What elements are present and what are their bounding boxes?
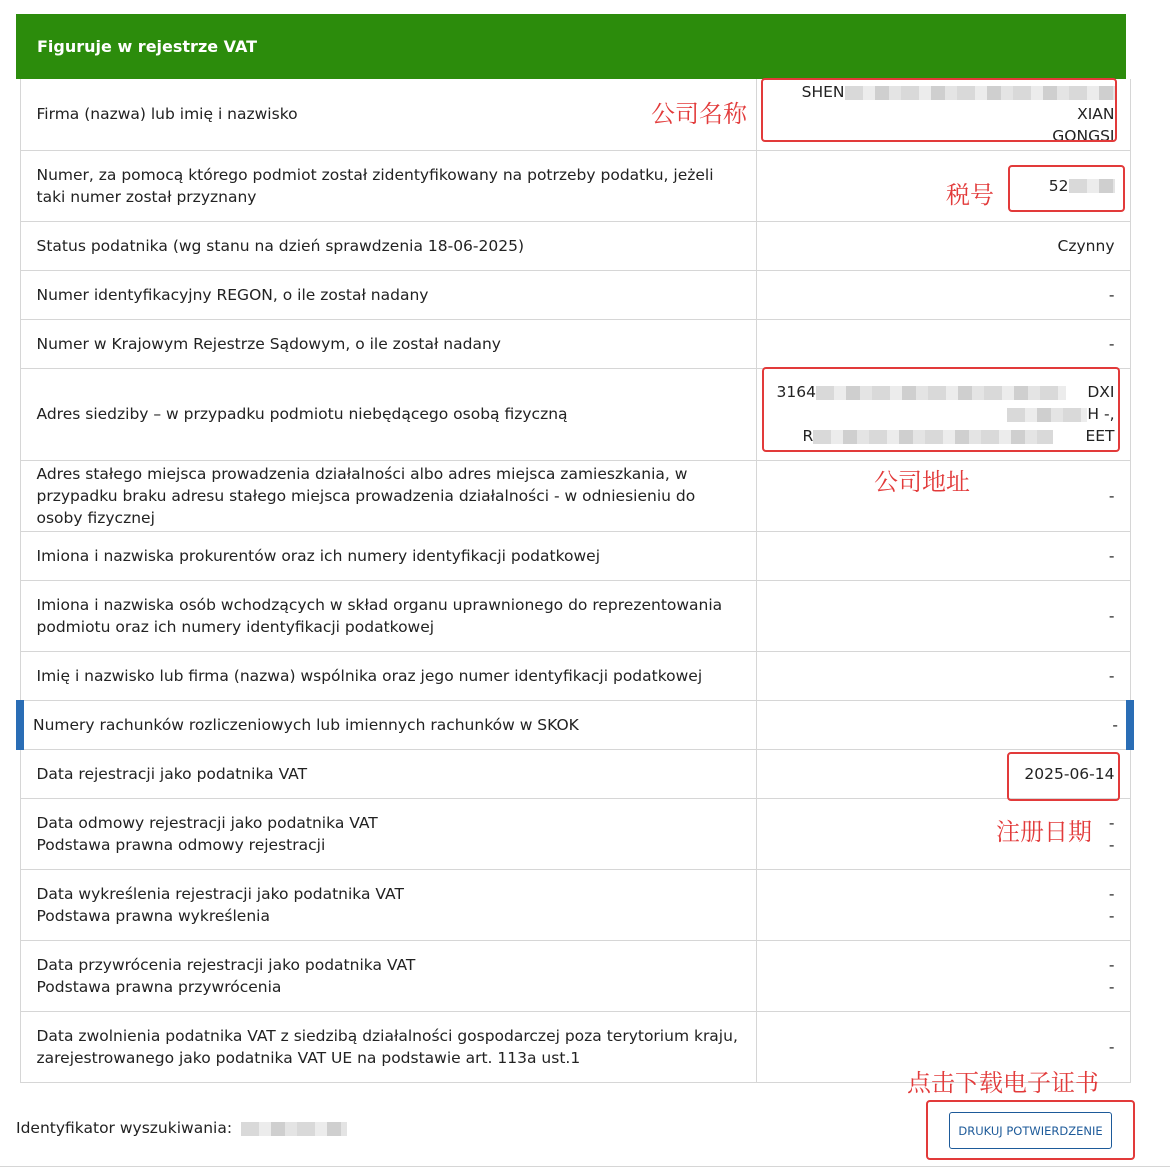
annotation-registration-date: 注册日期 — [996, 818, 1092, 846]
business-address-value: - — [756, 460, 1130, 531]
row-label: Numer, za pomocą którego podmiot został zidentyfikowany na potrzeby podatku, jeżeli taki numer został przyznany — [20, 150, 756, 221]
tax-number-value: 52 — [756, 150, 1130, 221]
row-label: Adres siedziby – w przypadku podmiotu niebędącego osobą fizyczną — [20, 368, 756, 460]
row-label: Data odmowy rejestracji jako podatnika VAT Podstawa prawna odmowy rejestracji — [20, 798, 756, 869]
annotation-box-registration-date — [1007, 752, 1120, 801]
row-label: Imiona i nazwiska prokurentów oraz ich numery identyfikacji podatkowej — [20, 531, 756, 580]
table-row — [20, 531, 1130, 580]
exemption-value: - — [756, 1011, 1130, 1082]
refusal-value: - - — [756, 798, 1130, 869]
annotation-download-certificate: 点击下载电子证书 — [907, 1069, 1099, 1097]
annotation-address: 公司地址 — [874, 468, 970, 496]
row-label: Imię i nazwisko lub firma (nazwa) wspólnika oraz jego numer identyfikacji podatkowej — [20, 651, 756, 700]
row-label: Numery rachunków rozliczeniowych lub imiennych rachunków w SKOK — [20, 700, 756, 749]
row-label: Data rejestracji jako podatnika VAT — [20, 749, 756, 798]
representatives-value: - — [756, 580, 1130, 651]
table-row — [20, 940, 1130, 1011]
address-value: 3164 DXI H -, R EET — [756, 368, 1130, 460]
table-row — [20, 580, 1130, 651]
annotation-box-address — [762, 367, 1120, 452]
table-row — [20, 869, 1130, 940]
row-label: Status podatnika (wg stanu na dzień sprawdzenia 18-06-2025) — [20, 221, 756, 270]
table-row — [20, 221, 1130, 270]
row-label: Data wykreślenia rejestracji jako podatnika VAT Podstawa prawna wykreślenia — [20, 869, 756, 940]
accounts-value: - — [756, 700, 1130, 749]
table-row — [20, 798, 1130, 869]
redacted-block — [241, 1122, 347, 1136]
table-row — [20, 319, 1130, 368]
proxies-value: - — [756, 531, 1130, 580]
row-label: Adres stałego miejsca prowadzenia działalności albo adres miejsca zamieszkania, w przypadku braku adresu stałego miejsca prowadzenia działalności - w odniesieniu do osoby fizycznej — [20, 460, 756, 531]
divider — [0, 1166, 1170, 1167]
restoration-value: - - — [756, 940, 1130, 1011]
krs-value: - — [756, 319, 1130, 368]
annotation-box-print-button — [926, 1100, 1135, 1160]
table-row — [20, 651, 1130, 700]
row-label: Data zwolnienia podatnika VAT z siedzibą działalności gospodarczej poza terytorium kraju, zarejestrowanego jako podatnika VAT UE na podstawie art. 113a ust.1 — [20, 1011, 756, 1082]
status-value: Czynny — [756, 221, 1130, 270]
registry-table — [16, 79, 1134, 1083]
partner-value: - — [756, 651, 1130, 700]
table-row — [20, 749, 1130, 798]
annotation-company-name: 公司名称 — [651, 100, 747, 128]
annotation-tax-number: 税号 — [946, 181, 994, 209]
row-label: Firma (nazwa) lub imię i nazwisko — [20, 79, 756, 150]
company-name-value: SHENXIAN GONGSI — [756, 79, 1130, 150]
annotation-box-tax-number — [1008, 165, 1125, 212]
regon-value: - — [756, 270, 1130, 319]
table-row — [20, 270, 1130, 319]
row-label: Numer w Krajowym Rejestrze Sądowym, o ile został nadany — [20, 319, 756, 368]
search-identifier: Identyfikator wyszukiwania: — [16, 1119, 347, 1137]
panel-header: Figuruje w rejestrze VAT — [16, 14, 1126, 79]
table-row-highlighted — [20, 700, 1130, 749]
removal-value: - - — [756, 869, 1130, 940]
annotation-box-company-name — [761, 78, 1117, 142]
row-label: Imiona i nazwiska osób wchodzących w skład organu uprawnionego do reprezentowania podmiotu oraz ich numery identyfikacji podatkowej — [20, 580, 756, 651]
registration-date-value: 2025-06-14 — [756, 749, 1130, 798]
print-confirmation-button[interactable]: DRUKUJ POTWIERDZENIE — [949, 1112, 1112, 1149]
row-label: Numer identyfikacyjny REGON, o ile został nadany — [20, 270, 756, 319]
row-label: Data przywrócenia rejestracji jako podatnika VAT Podstawa prawna przywrócenia — [20, 940, 756, 1011]
